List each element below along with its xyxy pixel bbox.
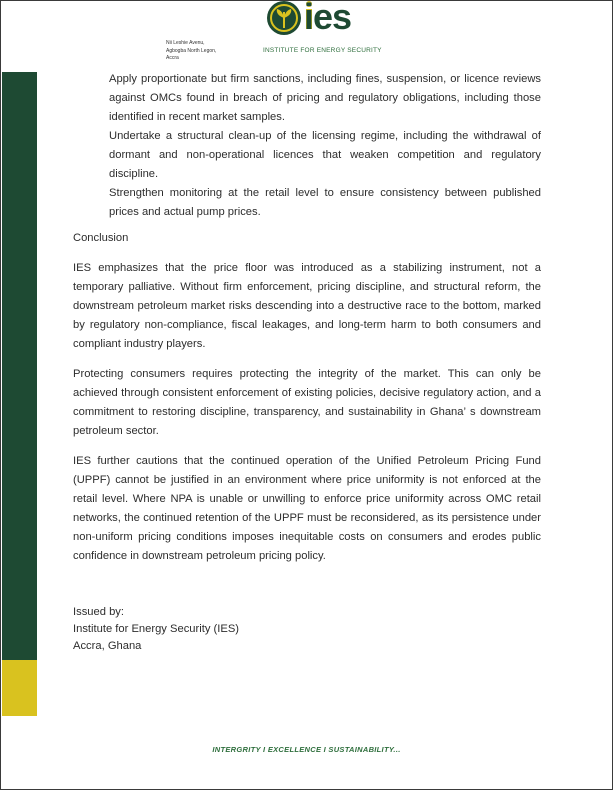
- conclusion-heading: Conclusion: [73, 232, 129, 244]
- address-line: Accra: [166, 55, 179, 61]
- address-line: Nii Leshie Avenu,: [166, 40, 205, 46]
- footer-motto: INTERGRITY I EXCELLENCE I SUSTAINABILITY...: [212, 745, 401, 754]
- list-item: Strengthen monitoring at the retail level to ensure consistency between published prices and actual pump prices.: [109, 187, 541, 218]
- address-block: [166, 40, 216, 63]
- issued-by-block: [73, 604, 541, 655]
- logo-wordmark: ies: [304, 0, 352, 37]
- issued-location: Accra, Ghana: [73, 640, 142, 652]
- recommendation-list: [109, 70, 541, 222]
- address-line: Agbogba North Legon,: [166, 47, 217, 54]
- side-bar-green: [2, 72, 37, 660]
- conclusion-paragraph: Protecting consumers requires protecting the integrity of the market. This can only be achieved through consistent enforcement of existing policies, decisive regulatory action, and a commitment to restoring discipline, transparency, and sustainability in Ghana’ s downstream petroleum sector.: [73, 368, 541, 437]
- side-bar-yellow: [2, 660, 37, 716]
- issued-org: Institute for Energy Security (IES): [73, 623, 240, 635]
- issued-label: Issued by:: [73, 606, 124, 618]
- conclusion-paragraph: IES further cautions that the continued operation of the Unified Petroleum Pricing Fund (UPPF) cannot be justified in an environment where price uniformity is not enforced at the retail level. Where NPA is unable or unwilling to enforce price uniformity across OMC retail networks, the continued retention of the UPPF must be reconsidered, as its persistence under non-uniform pricing conditions imposes inequitable costs on consumers and erodes public confidence in downstream petroleum pricing policy.: [73, 455, 541, 562]
- list-item: Apply proportionate but firm sanctions, including fines, suspension, or licence reviews against OMCs found in breach of pricing and regulatory obligations, including those identified in recent market samples.: [109, 73, 541, 123]
- list-item: Undertake a structural clean-up of the licensing regime, including the withdrawal of dormant and non-operational licences that weaken competition and regulatory discipline.: [109, 130, 541, 180]
- conclusion-paragraph: IES emphasizes that the price floor was introduced as a stabilizing instrument, not a temporary palliative. Without firm enforcement, pricing discipline, and structural reform, the downstream petroleum market risks descending into a destructive race to the bottom, marked by regulatory non-compliance, fiscal leakages, and long-term harm to both consumers and compliant industry players.: [73, 262, 541, 350]
- document-body: [73, 70, 541, 655]
- org-tagline: INSTITUTE FOR ENERGY SECURITY: [263, 47, 382, 54]
